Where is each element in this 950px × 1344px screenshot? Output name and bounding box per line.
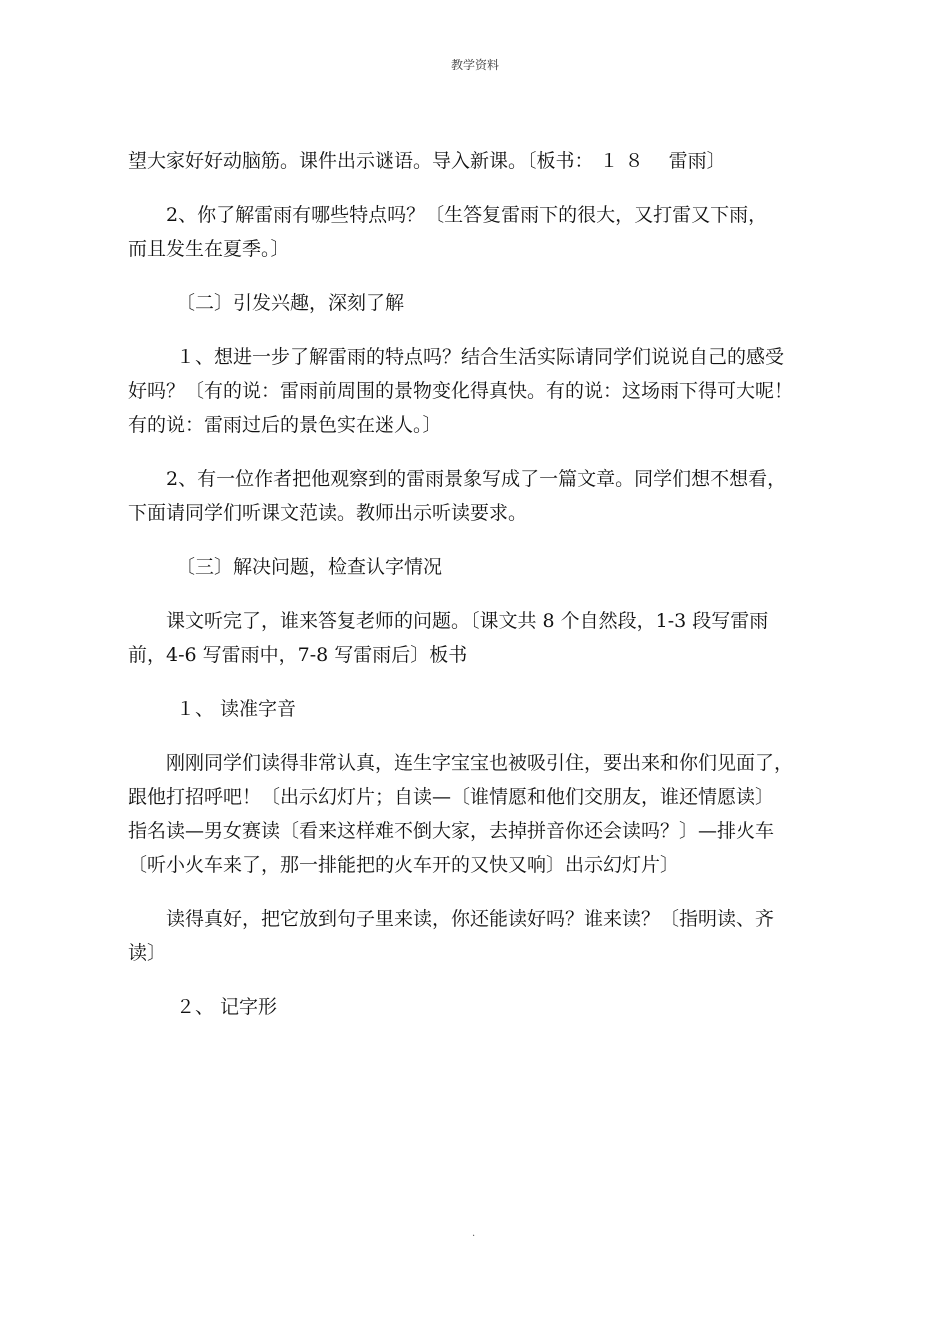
paragraph-sentence-reading [128,902,828,970]
document-body [128,144,828,1024]
subheading-read-sounds [128,692,828,726]
page-header: 教学资料 [450,58,499,72]
text-line: 读〕 [128,942,167,964]
paragraph-read-aloud [128,746,828,882]
paragraph-item-1 [128,340,828,442]
footer-mark: . [472,1228,476,1239]
paragraph-item-2 [128,462,828,530]
text-line: 〔二〕引发兴趣，深刻了解 [176,292,405,314]
text-line: ２、 记字形 [176,996,278,1018]
text-line: 2、你了解雷雨有哪些特点吗？〔生答复雷雨下的很大，又打雷又下雨， [166,204,768,226]
text-line: 跟他打招呼吧！〔出示幻灯片；自读—〔谁情愿和他们交朋友，谁还情愿读〕 [128,786,775,808]
paragraph-question-2 [128,198,828,266]
text-line: 〔三〕解决问题，检查认字情况 [176,556,443,578]
section-heading-3 [128,550,828,584]
text-line: 而且发生在夏季。〕 [128,238,290,260]
text-line: 读得真好，把它放到句子里来读，你还能读好吗？谁来读？〔指明读、齐 [166,908,775,930]
text-line: 课文听完了，谁来答复老师的问题。〔课文共 8 个自然段，1-3 段写雷雨 [166,610,769,632]
text-line: 前，4-6 写雷雨中，7-8 写雷雨后〕板书 [128,644,468,666]
text-line: 有的说：雷雨过后的景色实在迷人。〕 [128,414,442,436]
text-line: 好吗？〔有的说：雷雨前周围的景物变化得真快。有的说：这场雨下得可大呢！ [128,380,794,402]
text-line: 〔听小火车来了，那一排能把的火车开的又快又响〕出示幻灯片〕 [128,854,680,876]
text-line: 下面请同学们听课文范读。教师出示听读要求。 [128,502,528,524]
text-line: 刚刚同学们读得非常认真，连生字宝宝也被吸引住，要出来和你们见面了， [166,752,794,774]
text-line: １、 读准字音 [176,698,297,720]
text-line: 2、有一位作者把他观察到的雷雨景象写成了一篇文章。同学们想不想看， [166,468,787,490]
text-line: 指名读—男女赛读〔看来这样难不倒大家，去掉拼音你还会读吗？〕—排火车 [128,820,775,842]
section-heading-2 [128,286,828,320]
paragraph-intro-continuation [128,144,828,178]
text-line: １、想进一步了解雷雨的特点吗？结合生活实际请同学们说说自己的感受 [176,346,785,368]
paragraph-lesson-done [128,604,828,672]
subheading-character-shape [128,990,828,1024]
text-line: 望大家好好动脑筋。课件出示谜语。导入新课。〔板书： １ ８ 雷雨〕 [128,150,726,172]
